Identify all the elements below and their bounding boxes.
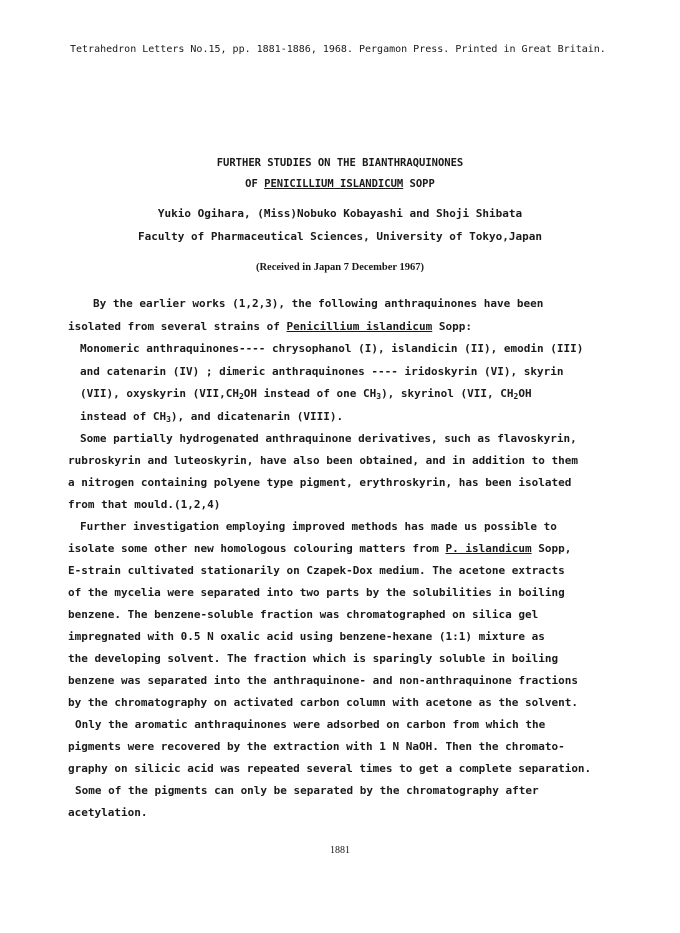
body-text: ), and dicatenarin (VIII).: [170, 410, 344, 423]
body-text: Sopp,: [531, 542, 572, 555]
received-date: (Received in Japan 7 December 1967): [255, 262, 425, 273]
body-line: pigments were recovered by the extraction with 1 N NaOH. Then the chromato-: [68, 740, 565, 753]
body-line: Only the aromatic anthraquinones were adsorbed on carbon from which the: [75, 718, 546, 731]
article-title-line-1: FURTHER STUDIES ON THE BIANTHRAQUINONES: [216, 157, 464, 169]
page-number: 1881: [330, 845, 350, 856]
title-prefix: OF: [245, 178, 265, 190]
body-line: By the earlier works (1,2,3), the following anthraquinones have been: [93, 297, 544, 310]
body-line: benzene. The benzene-soluble fraction was chromatographed on silica gel: [68, 608, 539, 621]
body-line: acetylation.: [68, 806, 148, 819]
body-text: isolate some other new homologous colouring matters from: [68, 542, 446, 555]
body-line: from that mould.(1,2,4): [68, 498, 221, 511]
body-line: Some of the pigments can only be separated by the chromatography after: [75, 784, 539, 797]
body-text: OH: [518, 387, 532, 400]
subscript: 3: [376, 392, 382, 401]
running-head: Tetrahedron Letters No.15, pp. 1881-1886, 1968. Pergamon Press. Printed in Great Britain.: [70, 44, 606, 55]
body-line: [68, 320, 472, 334]
body-line: [68, 542, 571, 556]
body-line: benzene was separated into the anthraquinone- and non-anthraquinone fractions: [68, 674, 578, 687]
body-text: Sopp:: [432, 320, 472, 333]
species-name: P. islandicum: [445, 542, 532, 555]
body-line: impregnated with 0.5 N oxalic acid using benzene-hexane (1:1) mixture as: [68, 630, 545, 643]
title-suffix: SOPP: [403, 178, 435, 190]
body-line: graphy on silicic acid was repeated several times to get a complete separation.: [68, 762, 592, 775]
body-line: Further investigation employing improved methods has made us possible to: [80, 520, 557, 533]
body-line: E-strain cultivated stationarily on Czapek-Dox medium. The acetone extracts: [68, 564, 565, 577]
body-line: of the mycelia were separated into two parts by the solubilities in boiling: [68, 586, 565, 599]
body-line: Monomeric anthraquinones---- chrysophanol (I), islandicin (II), emodin (III): [80, 342, 584, 355]
body-line: by the chromatography on activated carbon column with acetone as the solvent.: [68, 696, 578, 709]
body-line: a nitrogen containing polyene type pigment, erythroskyrin, has been isolated: [68, 476, 572, 489]
article-title-line-2: [0, 178, 680, 190]
subscript: 2: [513, 392, 519, 401]
body-line: the developing solvent. The fraction which is sparingly soluble in boiling: [68, 652, 559, 665]
subscript: 3: [166, 415, 171, 424]
body-text: (VII), oxyskyrin (VII,CH: [80, 387, 239, 400]
title-species-name: PENICILLIUM ISLANDICUM: [264, 178, 404, 190]
body-text: ), skyrinol (VII, CH: [381, 387, 514, 400]
body-text: OH instead of one CH: [243, 387, 377, 400]
subscript: 2: [238, 392, 244, 401]
author-list: Yukio Ogihara, (Miss)Nobuko Kobayashi and Shoji Shibata: [157, 207, 523, 220]
species-name: Penicillium islandicum: [286, 320, 433, 333]
body-line: [80, 387, 532, 401]
body-line: [80, 410, 343, 424]
body-text: isolated from several strains of: [68, 320, 287, 333]
body-line: Some partially hydrogenated anthraquinone derivatives, such as flavoskyrin,: [80, 432, 577, 445]
body-text: instead of CH: [80, 410, 167, 423]
body-line: and catenarin (IV) ; dimeric anthraquinones ---- iridoskyrin (VI), skyrin: [80, 365, 564, 378]
affiliation: Faculty of Pharmaceutical Sciences, University of Tokyo,Japan: [138, 230, 542, 243]
body-line: rubroskyrin and luteoskyrin, have also been obtained, and in addition to them: [68, 454, 578, 467]
